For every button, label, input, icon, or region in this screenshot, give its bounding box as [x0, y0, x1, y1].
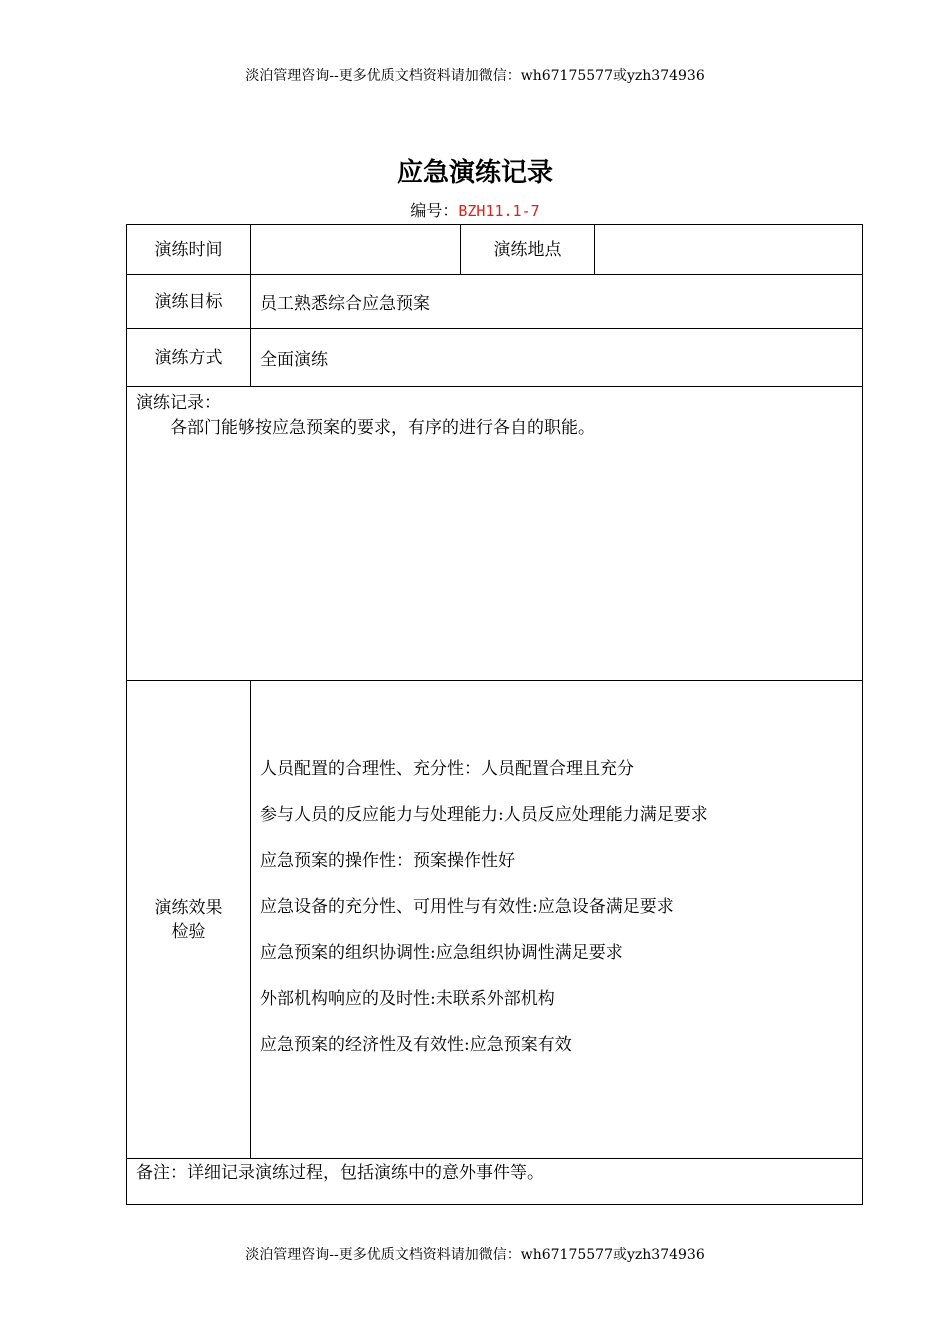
header-note: 淡泊管理咨询--更多优质文档资料请加微信：wh67175577或yzh374936 — [245, 68, 705, 84]
row-time-location — [127, 225, 863, 275]
drill-location-label: 演练地点 — [461, 225, 595, 275]
drill-location-value[interactable] — [595, 225, 863, 275]
drill-goal-value[interactable]: 员工熟悉综合应急预案 — [251, 275, 863, 329]
footer-note: 淡泊管理咨询--更多优质文档资料请加微信：wh67175577或yzh374936 — [245, 1247, 705, 1263]
drill-effect-label-line2: 检验 — [171, 921, 206, 942]
drill-record-text: 各部门能够按应急预案的要求，有序的进行各自的职能。 — [170, 418, 595, 438]
row-remark — [127, 1159, 863, 1205]
row-record — [127, 387, 863, 681]
drill-record-label: 演练记录： — [136, 393, 221, 413]
drill-method-label: 演练方式 — [127, 329, 251, 387]
drill-record-cell[interactable] — [127, 387, 863, 681]
effect-item: 外部机构响应的及时性:未联系外部机构 — [260, 989, 555, 1009]
drill-effect-list — [251, 681, 862, 1079]
drill-record-table — [126, 224, 863, 1205]
document-title: 应急演练记录 — [396, 158, 553, 188]
effect-item: 应急预案的组织协调性:应急组织协调性满足要求 — [260, 943, 623, 963]
effect-item: 应急设备的充分性、可用性与有效性:应急设备满足要求 — [260, 897, 674, 917]
drill-effect-label-line1: 演练效果 — [154, 897, 223, 918]
document-code-value: BZH11.1-7 — [458, 202, 540, 220]
drill-remark: 备注：详细记录演练过程，包括演练中的意外事件等。 — [127, 1159, 863, 1205]
row-goal — [127, 275, 863, 329]
document-code-label: 编号： — [410, 201, 459, 220]
drill-time-label: 演练时间 — [127, 225, 251, 275]
effect-item: 应急预案的经济性及有效性:应急预案有效 — [260, 1035, 572, 1055]
effect-item: 人员配置的合理性、充分性：人员配置合理且充分 — [260, 759, 634, 779]
drill-goal-label: 演练目标 — [127, 275, 251, 329]
document-code — [0, 201, 950, 221]
drill-method-value[interactable]: 全面演练 — [251, 329, 863, 387]
effect-item: 应急预案的操作性：预案操作性好 — [260, 851, 515, 871]
drill-effect-label — [127, 681, 251, 1159]
row-effect — [127, 681, 863, 1159]
effect-item: 参与人员的反应能力与处理能力:人员反应处理能力满足要求 — [260, 805, 708, 825]
row-method — [127, 329, 863, 387]
drill-time-value[interactable] — [251, 225, 461, 275]
drill-effect-cell[interactable] — [251, 681, 863, 1159]
